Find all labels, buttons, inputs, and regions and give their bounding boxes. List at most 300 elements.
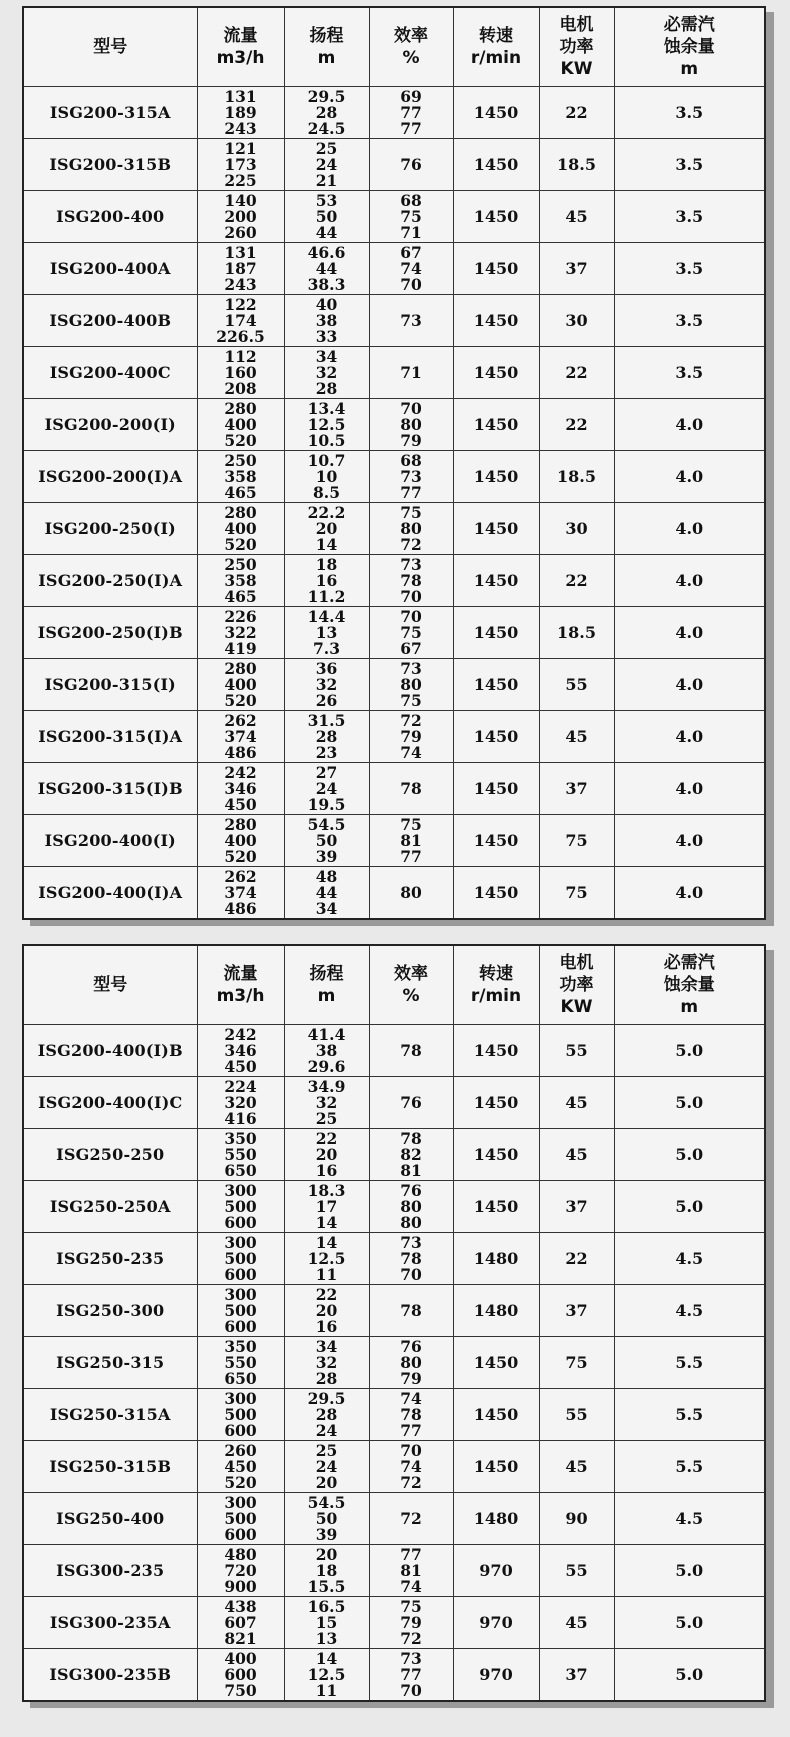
table-row [23, 555, 765, 607]
eff-cell [369, 1285, 453, 1337]
npsh-cell [614, 815, 765, 867]
eff-cell [369, 191, 453, 243]
flow-cell [197, 1285, 284, 1337]
eff-value: 78 [400, 1404, 422, 1424]
eff-cell [369, 1649, 453, 1702]
eff-values [370, 554, 453, 606]
eff-value: 70 [400, 398, 422, 418]
eff-cell [369, 503, 453, 555]
speed-value: 1450 [473, 1041, 519, 1060]
head-cell [284, 763, 369, 815]
eff-cell [369, 1545, 453, 1597]
eff-value: 79 [400, 726, 422, 746]
flow-value: 438 [224, 1596, 257, 1616]
head-cell [284, 1597, 369, 1649]
table-row [23, 867, 765, 920]
speed-value: 1450 [473, 571, 519, 590]
eff-cell [369, 1597, 453, 1649]
head-values [285, 242, 369, 294]
npsh-cell [614, 1389, 765, 1441]
speed-cell [453, 243, 539, 295]
eff-cell [369, 139, 453, 191]
head-values [285, 1076, 369, 1128]
head-value: 28 [315, 378, 338, 398]
eff-value: 77 [400, 118, 422, 138]
speed-value: 1450 [473, 467, 519, 486]
flow-cell [197, 763, 284, 815]
flow-value: 160 [224, 362, 257, 382]
model-value: ISG200-400(I) [44, 831, 176, 850]
head-cell [284, 295, 369, 347]
model-cell [23, 503, 197, 555]
head-value: 31.5 [307, 710, 346, 730]
flow-values [198, 1596, 284, 1648]
speed-value: 1450 [473, 831, 519, 850]
flow-values [198, 1440, 284, 1492]
flow-cell [197, 503, 284, 555]
flow-value: 486 [224, 898, 257, 918]
header-efficiency: 效率 % [369, 7, 453, 87]
flow-value: 173 [224, 154, 257, 174]
table-row [23, 607, 765, 659]
power-value: 55 [565, 1405, 588, 1424]
npsh-value: 3.5 [675, 259, 704, 278]
header-model: 型号 [23, 945, 197, 1025]
eff-value: 76 [400, 1180, 422, 1200]
flow-values [198, 1492, 284, 1544]
head-value: 26 [315, 690, 338, 710]
npsh-cell [614, 503, 765, 555]
eff-value: 72 [400, 1472, 422, 1492]
eff-value: 70 [400, 606, 422, 626]
flow-cell [197, 347, 284, 399]
speed-cell [453, 1493, 539, 1545]
head-value: 14 [315, 1648, 338, 1668]
flow-value: 262 [224, 866, 257, 886]
power-value: 45 [565, 1093, 588, 1112]
head-values [285, 190, 369, 242]
eff-values [370, 398, 453, 450]
flow-value: 500 [224, 1196, 257, 1216]
eff-values [370, 1440, 453, 1492]
model-cell [23, 139, 197, 191]
table-row [23, 1389, 765, 1441]
eff-value: 70 [400, 1680, 422, 1700]
head-value: 48 [315, 866, 338, 886]
header-motor-power: 电机 功率 KW [539, 945, 614, 1025]
head-value: 32 [315, 674, 338, 694]
model-cell [23, 1597, 197, 1649]
eff-value: 78 [400, 1300, 422, 1320]
flow-value: 280 [224, 502, 257, 522]
header-motor-power: 电机 功率 KW [539, 7, 614, 87]
eff-value: 74 [400, 1388, 422, 1408]
speed-value: 1450 [473, 155, 519, 174]
speed-value: 1450 [473, 311, 519, 330]
flow-values [198, 1180, 284, 1232]
head-value: 20 [315, 518, 338, 538]
head-value: 44 [315, 258, 338, 278]
power-cell [539, 815, 614, 867]
model-value: ISG250-400 [56, 1509, 165, 1528]
eff-value: 78 [400, 1128, 422, 1148]
speed-cell [453, 295, 539, 347]
speed-cell [453, 1441, 539, 1493]
head-values [285, 606, 369, 658]
model-value: ISG200-400 [56, 207, 165, 226]
model-value: ISG250-315 [56, 1353, 165, 1372]
head-cell [284, 139, 369, 191]
eff-value: 75 [400, 690, 422, 710]
flow-values [198, 1284, 284, 1336]
head-value: 13 [315, 1628, 338, 1648]
head-cell [284, 1493, 369, 1545]
eff-value: 71 [400, 222, 422, 242]
power-value: 22 [565, 363, 588, 382]
speed-cell [453, 555, 539, 607]
model-cell [23, 1441, 197, 1493]
speed-cell [453, 867, 539, 920]
eff-values [370, 1300, 453, 1320]
head-value: 20 [315, 1544, 338, 1564]
flow-cell [197, 1493, 284, 1545]
flow-values [198, 398, 284, 450]
head-value: 40 [315, 294, 338, 314]
head-value: 22.2 [307, 502, 346, 522]
header-model: 型号 [23, 7, 197, 87]
table-row [23, 1025, 765, 1077]
head-values [285, 866, 369, 918]
eff-value: 79 [400, 1612, 422, 1632]
speed-cell [453, 763, 539, 815]
eff-value: 76 [400, 1336, 422, 1356]
flow-value: 243 [224, 118, 257, 138]
flow-value: 520 [224, 534, 257, 554]
model-value: ISG250-250A [49, 1197, 171, 1216]
power-cell [539, 867, 614, 920]
flow-cell [197, 1597, 284, 1649]
model-cell [23, 659, 197, 711]
head-value: 12.5 [307, 414, 346, 434]
speed-cell [453, 1129, 539, 1181]
head-cell [284, 503, 369, 555]
flow-values [198, 86, 284, 138]
model-cell [23, 191, 197, 243]
eff-value: 69 [400, 86, 422, 106]
power-value: 75 [565, 1353, 588, 1372]
npsh-value: 5.5 [675, 1457, 704, 1476]
head-cell [284, 1545, 369, 1597]
power-value: 45 [565, 1613, 588, 1632]
model-cell [23, 243, 197, 295]
flow-value: 200 [224, 206, 257, 226]
eff-cell [369, 87, 453, 139]
head-value: 13 [315, 622, 338, 642]
flow-value: 600 [224, 1664, 257, 1684]
model-cell [23, 711, 197, 763]
flow-value: 400 [224, 674, 257, 694]
power-cell [539, 1233, 614, 1285]
model-cell [23, 1389, 197, 1441]
flow-values [198, 190, 284, 242]
power-cell [539, 1285, 614, 1337]
head-values [285, 1648, 369, 1700]
npsh-value: 4.0 [675, 415, 704, 434]
eff-cell [369, 1389, 453, 1441]
flow-cell [197, 1441, 284, 1493]
speed-value: 1450 [473, 1353, 519, 1372]
flow-value: 600 [224, 1264, 257, 1284]
npsh-cell [614, 555, 765, 607]
head-value: 11 [315, 1264, 338, 1284]
eff-value: 80 [400, 518, 422, 538]
table-row [23, 243, 765, 295]
head-value: 8.5 [313, 482, 340, 502]
head-values [285, 1336, 369, 1388]
eff-value: 74 [400, 1456, 422, 1476]
flow-value: 250 [224, 554, 257, 574]
flow-value: 226.5 [216, 326, 265, 346]
speed-cell [453, 139, 539, 191]
model-value: ISG200-400(I)C [38, 1093, 183, 1112]
head-value: 54.5 [307, 1492, 346, 1512]
eff-value: 72 [400, 534, 422, 554]
head-value: 53 [315, 190, 338, 210]
speed-value: 970 [479, 1561, 513, 1580]
eff-value: 80 [400, 674, 422, 694]
speed-value: 1450 [473, 779, 519, 798]
npsh-value: 5.5 [675, 1405, 704, 1424]
flow-values [198, 606, 284, 658]
eff-cell [369, 295, 453, 347]
power-value: 22 [565, 415, 588, 434]
npsh-value: 5.0 [675, 1197, 704, 1216]
header-flow: 流量 m3/h [197, 7, 284, 87]
eff-value: 75 [400, 502, 422, 522]
eff-value: 80 [400, 1212, 422, 1232]
npsh-cell [614, 399, 765, 451]
eff-values [370, 450, 453, 502]
head-value: 50 [315, 206, 338, 226]
model-value: ISG200-400A [49, 259, 171, 278]
head-value: 34.9 [307, 1076, 346, 1096]
speed-cell [453, 1337, 539, 1389]
header-flow: 流量 m3/h [197, 945, 284, 1025]
model-value: ISG200-315B [49, 155, 172, 174]
flow-value: 400 [224, 414, 257, 434]
npsh-cell [614, 1077, 765, 1129]
table-row [23, 1649, 765, 1702]
head-value: 18.3 [307, 1180, 346, 1200]
npsh-value: 4.5 [675, 1301, 704, 1320]
flow-value: 600 [224, 1420, 257, 1440]
eff-values [370, 1508, 453, 1528]
head-value: 54.5 [307, 814, 346, 834]
head-values [285, 1180, 369, 1232]
speed-value: 1450 [473, 883, 519, 902]
head-value: 24 [315, 1420, 338, 1440]
flow-value: 600 [224, 1524, 257, 1544]
head-values [285, 294, 369, 346]
eff-cell [369, 1337, 453, 1389]
flow-value: 600 [224, 1316, 257, 1336]
flow-values [198, 1232, 284, 1284]
speed-cell [453, 1233, 539, 1285]
eff-cell [369, 815, 453, 867]
head-value: 50 [315, 830, 338, 850]
power-value: 45 [565, 727, 588, 746]
power-value: 30 [565, 311, 588, 330]
eff-values [370, 1040, 453, 1060]
head-value: 19.5 [307, 794, 346, 814]
head-cell [284, 1441, 369, 1493]
header-head: 扬程 m [284, 945, 369, 1025]
eff-cell [369, 763, 453, 815]
model-cell [23, 763, 197, 815]
head-value: 38 [315, 1040, 338, 1060]
eff-value: 78 [400, 570, 422, 590]
head-value: 11 [315, 1680, 338, 1700]
eff-values [370, 606, 453, 658]
speed-cell [453, 503, 539, 555]
flow-value: 208 [224, 378, 257, 398]
model-value: ISG200-400C [49, 363, 171, 382]
flow-value: 122 [224, 294, 257, 314]
flow-value: 322 [224, 622, 257, 642]
flow-cell [197, 1389, 284, 1441]
flow-cell [197, 243, 284, 295]
npsh-cell [614, 87, 765, 139]
flow-value: 520 [224, 1472, 257, 1492]
head-values [285, 554, 369, 606]
table-row [23, 1285, 765, 1337]
eff-value: 81 [400, 830, 422, 850]
flow-value: 400 [224, 830, 257, 850]
npsh-value: 4.5 [675, 1509, 704, 1528]
eff-cell [369, 555, 453, 607]
flow-value: 262 [224, 710, 257, 730]
table-row [23, 451, 765, 503]
head-value: 17 [315, 1196, 338, 1216]
model-value: ISG200-400(I)B [37, 1041, 183, 1060]
flow-values [198, 762, 284, 814]
flow-value: 300 [224, 1284, 257, 1304]
model-value: ISG200-315(I) [44, 675, 176, 694]
head-value: 28 [315, 726, 338, 746]
flow-value: 520 [224, 690, 257, 710]
flow-values [198, 866, 284, 918]
npsh-value: 3.5 [675, 311, 704, 330]
flow-value: 242 [224, 762, 257, 782]
npsh-cell [614, 1337, 765, 1389]
head-value: 7.3 [313, 638, 340, 658]
head-value: 44 [315, 222, 338, 242]
speed-cell [453, 1077, 539, 1129]
eff-cell [369, 1181, 453, 1233]
model-value: ISG200-200(I)A [38, 467, 183, 486]
npsh-cell [614, 763, 765, 815]
power-cell [539, 555, 614, 607]
model-value: ISG200-315A [49, 103, 171, 122]
power-cell [539, 607, 614, 659]
eff-cell [369, 867, 453, 920]
speed-cell [453, 1181, 539, 1233]
power-value: 22 [565, 571, 588, 590]
table-row [23, 295, 765, 347]
eff-value: 73 [400, 554, 422, 574]
power-cell [539, 347, 614, 399]
head-value: 10.7 [307, 450, 346, 470]
flow-value: 226 [224, 606, 257, 626]
power-value: 45 [565, 1145, 588, 1164]
head-value: 21 [315, 170, 338, 190]
npsh-value: 4.0 [675, 831, 704, 850]
speed-value: 1450 [473, 207, 519, 226]
eff-values [370, 362, 453, 382]
model-cell [23, 1545, 197, 1597]
speed-value: 1480 [473, 1249, 519, 1268]
model-cell [23, 1337, 197, 1389]
npsh-cell [614, 347, 765, 399]
eff-cell [369, 607, 453, 659]
eff-values [370, 1388, 453, 1440]
npsh-value: 4.0 [675, 675, 704, 694]
model-value: ISG200-400B [49, 311, 172, 330]
speed-value: 1450 [473, 727, 519, 746]
eff-value: 80 [400, 882, 422, 902]
model-value: ISG200-250(I)A [38, 571, 183, 590]
eff-values [370, 502, 453, 554]
head-cell [284, 1233, 369, 1285]
head-value: 25 [315, 138, 338, 158]
eff-cell [369, 451, 453, 503]
power-value: 55 [565, 675, 588, 694]
head-value: 25 [315, 1440, 338, 1460]
flow-value: 189 [224, 102, 257, 122]
flow-value: 650 [224, 1160, 257, 1180]
flow-values [198, 502, 284, 554]
head-cell [284, 191, 369, 243]
head-value: 24 [315, 1456, 338, 1476]
power-value: 45 [565, 207, 588, 226]
power-cell [539, 1181, 614, 1233]
head-value: 14 [315, 1232, 338, 1252]
flow-value: 450 [224, 794, 257, 814]
flow-value: 465 [224, 482, 257, 502]
flow-values [198, 1128, 284, 1180]
head-value: 39 [315, 1524, 338, 1544]
flow-value: 400 [224, 518, 257, 538]
flow-value: 260 [224, 1440, 257, 1460]
eff-value: 80 [400, 414, 422, 434]
npsh-value: 4.0 [675, 519, 704, 538]
header-speed: 转速 r/min [453, 945, 539, 1025]
eff-values [370, 778, 453, 798]
table-row [23, 139, 765, 191]
model-value: ISG300-235A [49, 1613, 171, 1632]
eff-value: 75 [400, 814, 422, 834]
flow-values [198, 710, 284, 762]
table-body [23, 1025, 765, 1702]
power-value: 18.5 [557, 623, 596, 642]
power-cell [539, 763, 614, 815]
eff-value: 70 [400, 1440, 422, 1460]
eff-value: 77 [400, 102, 422, 122]
eff-value: 75 [400, 206, 422, 226]
npsh-value: 5.0 [675, 1561, 704, 1580]
model-cell [23, 555, 197, 607]
head-cell [284, 1649, 369, 1702]
